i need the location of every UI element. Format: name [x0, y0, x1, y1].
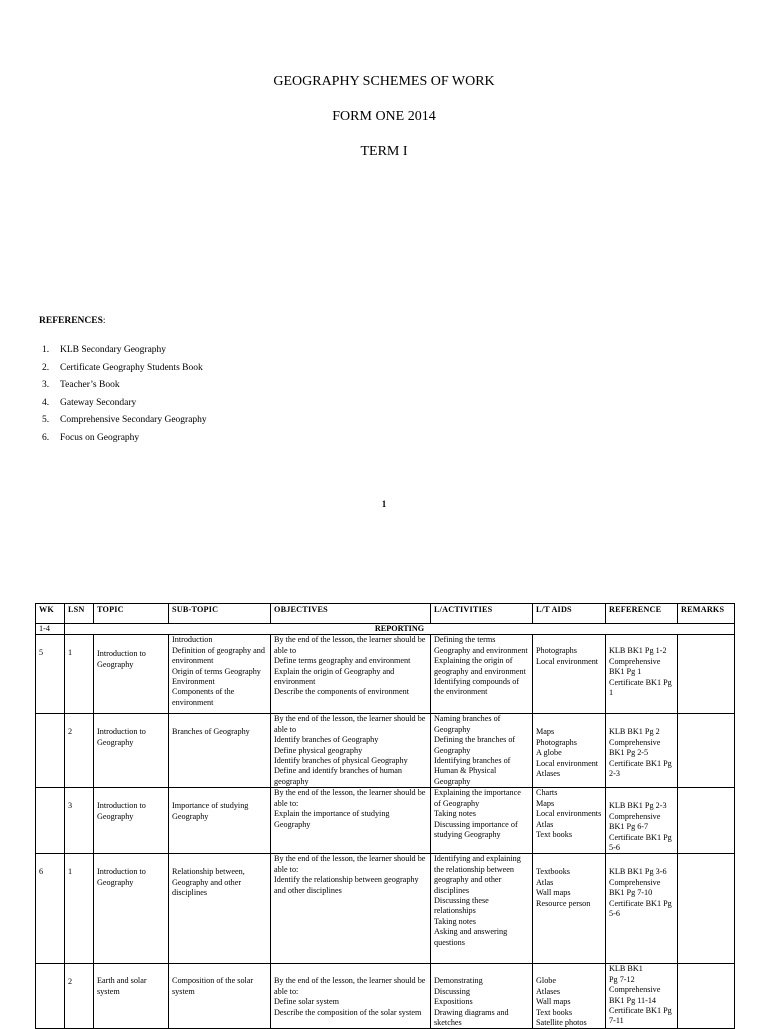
reporting-week: 1-4 [36, 624, 65, 635]
activities-cell-line: Defining the terms Geography and environment [434, 635, 528, 655]
week-cell [36, 635, 65, 714]
col-subtopic-header: SUB-TOPIC [169, 604, 271, 624]
aids-cell-line: Satellite photos [536, 1018, 587, 1028]
aids-cell [533, 964, 606, 1029]
reference-cell-line: Pg 7-12 [609, 974, 635, 984]
remarks-cell [678, 714, 735, 788]
aids-cell [533, 788, 606, 854]
topic-cell-text: Introduction to Geography [97, 727, 146, 747]
objectives-cell-line: By the end of the lesson, the learner should be able to: [274, 854, 426, 874]
col-wk-header: WK [36, 604, 65, 624]
aids-cell-line: Wall maps [536, 888, 571, 898]
subtopic-cell-line: Environment [172, 677, 215, 687]
subtopic-cell-line: Origin of terms Geography [172, 666, 261, 676]
subtopic-cell-line: Introduction [172, 635, 213, 645]
aids-cell-line: Text books [536, 1007, 573, 1017]
activities-cell-line: Naming branches of Geography [434, 714, 501, 734]
reference-number: 4. [42, 397, 50, 408]
week-cell [36, 854, 65, 964]
reference-cell-line: Certificate BK1 Pg 5-6 [609, 898, 672, 919]
table-row [36, 788, 735, 854]
reference-text: Comprehensive Secondary Geography [60, 415, 207, 426]
week-cell [36, 964, 65, 1029]
objectives-cell-line: Identify branches of physical Geography [274, 756, 408, 766]
reference-cell-line: Comprehensive BK1 Pg 1 [609, 656, 661, 677]
aids-cell-line: Maps [536, 727, 555, 737]
aids-cell-line: Maps [536, 798, 555, 808]
subtopic-cell [169, 788, 271, 854]
reference-cell-line: Certificate BK1 Pg 1 [609, 677, 672, 698]
activities-cell-line: Identifying compounds of the environment [434, 677, 520, 697]
aids-cell-line: Atlas [536, 877, 554, 887]
reporting-label: REPORTING [65, 624, 735, 635]
aids-cell-line: Photographs [536, 737, 577, 747]
references-list [42, 342, 207, 448]
col-topic-header: TOPIC [94, 604, 169, 624]
lesson-cell-text: 1 [68, 648, 73, 658]
reference-item [42, 360, 207, 378]
topic-cell-text: Introduction to Geography [97, 867, 146, 887]
reference-cell-line: KLB BK1 [609, 964, 643, 974]
remarks-cell [678, 964, 735, 1029]
objectives-cell-line: Define terms geography and environment [274, 656, 411, 666]
lesson-cell [65, 964, 94, 1029]
objectives-cell-line: Define physical geography [274, 745, 363, 755]
subtopic-cell [169, 635, 271, 714]
activities-cell [431, 635, 533, 714]
lesson-cell [65, 854, 94, 964]
objectives-cell [271, 714, 431, 788]
activities-cell-line: Discussing [434, 986, 470, 996]
reference-cell [606, 788, 678, 854]
reference-number: 1. [42, 345, 50, 355]
topic-cell [94, 964, 169, 1029]
objectives-cell-line: By the end of the lesson, the learner should be able to [274, 635, 426, 655]
subtopic-cell-line: Importance of studying Geography [172, 801, 249, 821]
objectives-cell-line: Identify the relationship between geography and other disciplines [274, 875, 419, 895]
activities-cell-line: Expositions [434, 997, 473, 1007]
subtopic-cell-line: Components of the environment [172, 687, 235, 707]
term-heading: TERM I [360, 144, 408, 159]
document-title: GEOGRAPHY SCHEMES OF WORK [273, 74, 495, 89]
activities-cell [431, 964, 533, 1029]
page-number: 1 [381, 499, 387, 509]
objectives-cell-line: Describe the components of environment [274, 687, 410, 697]
objectives-cell-line: Describe the composition of the solar system [274, 1007, 422, 1017]
activities-cell-line: Defining the branches of Geography [434, 735, 516, 755]
reporting-row [36, 624, 735, 635]
reference-cell-line: Certificate BK1 Pg 5-6 [609, 832, 672, 853]
reference-cell-line: Comprehensive BK1 Pg 2-5 [609, 737, 661, 758]
activities-cell [431, 788, 533, 854]
aids-cell-line: Local environment [536, 758, 599, 768]
activities-cell-line: Discussing these relationships [434, 896, 489, 916]
reference-item [42, 412, 207, 430]
form-heading: FORM ONE 2014 [332, 109, 436, 124]
reference-cell [606, 714, 678, 788]
week-cell-text: 6 [39, 867, 44, 877]
objectives-cell [271, 635, 431, 714]
col-objectives-header: OBJECTIVES [271, 604, 431, 624]
reference-cell [606, 964, 678, 1029]
reference-cell [606, 635, 678, 714]
objectives-cell [271, 788, 431, 854]
aids-cell-line: Local environments [536, 809, 602, 819]
remarks-cell [678, 635, 735, 714]
lesson-cell-text: 1 [68, 867, 73, 877]
topic-cell [94, 854, 169, 964]
aids-cell-line: Atlases [536, 986, 561, 996]
col-aids-header: L/T AIDS [533, 604, 606, 624]
schemes-table [35, 603, 735, 1029]
reference-number: 2. [42, 362, 50, 373]
objectives-cell-line: Identify branches of Geography [274, 735, 379, 745]
table-row [36, 964, 735, 1029]
objectives-cell-line: Define and identify branches of human geography [274, 766, 402, 786]
subtopic-cell [169, 714, 271, 788]
reference-text: Teacher’s Book [60, 380, 120, 391]
col-remarks-header: REMARKS [678, 604, 735, 624]
reference-text: KLB Secondary Geography [60, 345, 167, 355]
aids-cell-line: Atlases [536, 769, 561, 779]
reference-number: 5. [42, 415, 50, 426]
objectives-cell-line: Define solar system [274, 997, 340, 1007]
subtopic-cell-line: Relationship between, Geography and other disciplines [172, 867, 245, 898]
activities-cell-line: Identifying branches of Human & Physical Geography [434, 756, 511, 786]
reference-cell-line: Comprehensive BK1 Pg 7-10 [609, 877, 661, 898]
activities-cell-line: Explaining the origin of geography and environment [434, 656, 526, 676]
activities-cell-line: Taking notes [434, 916, 476, 926]
aids-cell-line: Wall maps [536, 997, 571, 1007]
activities-cell-line: Drawing diagrams and sketches [434, 1007, 509, 1028]
subtopic-cell [169, 854, 271, 964]
activities-cell [431, 854, 533, 964]
reference-number: 3. [42, 380, 50, 391]
col-activities-header: L/ACTIVITIES [431, 604, 533, 624]
subtopic-cell-line: Branches of Geography [172, 727, 250, 737]
references-heading-text: REFERENCES [39, 316, 103, 326]
aids-cell-line: Charts [536, 788, 558, 798]
aids-cell-line: Photographs [536, 646, 577, 656]
remarks-cell [678, 788, 735, 854]
references-heading: REFERENCES: [39, 316, 106, 326]
activities-cell-line: Identifying and explaining the relationship between geography and other disciplines [434, 854, 521, 895]
activities-cell [431, 714, 533, 788]
aids-cell-line: Globe [536, 976, 557, 986]
topic-cell [94, 635, 169, 714]
objectives-cell [271, 854, 431, 964]
topic-cell [94, 714, 169, 788]
reference-text: Certificate Geography Students Book [60, 362, 203, 373]
reference-cell-line: Comprehensive BK1 Pg 6-7 [609, 811, 661, 832]
objectives-cell-line: By the end of the lesson, the learner should be able to: [274, 976, 426, 996]
reference-cell-line: KLB BK1 Pg 1-2 [609, 646, 667, 656]
topic-cell-text: Earth and solar system [97, 976, 147, 996]
reference-cell-line: Certificate BK1 Pg 7-11 [609, 1006, 672, 1026]
aids-cell-line: Local environment [536, 656, 599, 666]
aids-cell-line: Atlas [536, 819, 554, 829]
objectives-cell-line: By the end of the lesson, the learner should be able to [274, 714, 426, 734]
activities-cell-line: Demonstrating [434, 976, 483, 986]
activities-cell-line: Asking and answering questions [434, 927, 508, 947]
aids-cell [533, 854, 606, 964]
subtopic-cell [169, 964, 271, 1029]
week-cell [36, 788, 65, 854]
table-row [36, 714, 735, 788]
reference-item [42, 395, 207, 413]
lesson-cell [65, 788, 94, 854]
reference-cell-line: Certificate BK1 Pg 2-3 [609, 758, 672, 779]
lesson-cell-text: 2 [68, 727, 73, 737]
table-header-row [36, 604, 735, 624]
aids-cell [533, 635, 606, 714]
activities-cell-line: Discussing importance of studying Geography [434, 819, 518, 840]
reference-text: Gateway Secondary [60, 397, 137, 408]
activities-cell-line: Taking notes [434, 809, 476, 819]
objectives-cell-line: Explain the origin of Geography and environment [274, 666, 395, 687]
reference-number: 6. [42, 432, 50, 443]
aids-cell-line: Resource person [536, 898, 591, 908]
remarks-cell [678, 854, 735, 964]
subtopic-cell-line: Definition of geography and environment [172, 645, 265, 666]
aids-cell-line: Textbooks [536, 867, 570, 877]
lesson-cell [65, 635, 94, 714]
reference-item [42, 342, 207, 360]
lesson-cell-text: 3 [68, 801, 73, 811]
topic-cell [94, 788, 169, 854]
objectives-cell-line: By the end of the lesson, the learner should be able to: [274, 788, 426, 808]
lesson-cell-text: 2 [68, 977, 73, 987]
week-cell-text: 5 [39, 648, 44, 658]
aids-cell-line: A globe [536, 748, 562, 758]
subtopic-cell-line: Composition of the solar system [172, 976, 254, 996]
aids-cell [533, 714, 606, 788]
lesson-cell [65, 714, 94, 788]
objectives-cell-line: Explain the importance of studying Geography [274, 809, 390, 829]
reference-text: Focus on Geography [60, 432, 140, 443]
reference-cell [606, 854, 678, 964]
objectives-cell [271, 964, 431, 1029]
reference-cell-line: KLB BK1 Pg 2-3 [609, 801, 667, 811]
topic-cell-text: Introduction to Geography [97, 801, 146, 821]
table-row [36, 635, 735, 714]
reference-cell-line: Comprehensive BK1 Pg 11-14 [609, 985, 661, 1005]
aids-cell-line: Text books [536, 830, 573, 840]
reference-item [42, 377, 207, 395]
week-cell [36, 714, 65, 788]
reference-cell-line: KLB BK1 Pg 2 [609, 727, 660, 737]
col-reference-header: REFERENCE [606, 604, 678, 624]
col-lsn-header: LSN [65, 604, 94, 624]
reference-cell-line: KLB BK1 Pg 3-6 [609, 867, 667, 877]
reference-item [42, 430, 207, 448]
table-row [36, 854, 735, 964]
activities-cell-line: Explaining the importance of Geography [434, 788, 521, 808]
topic-cell-text: Introduction to Geography [97, 649, 146, 669]
